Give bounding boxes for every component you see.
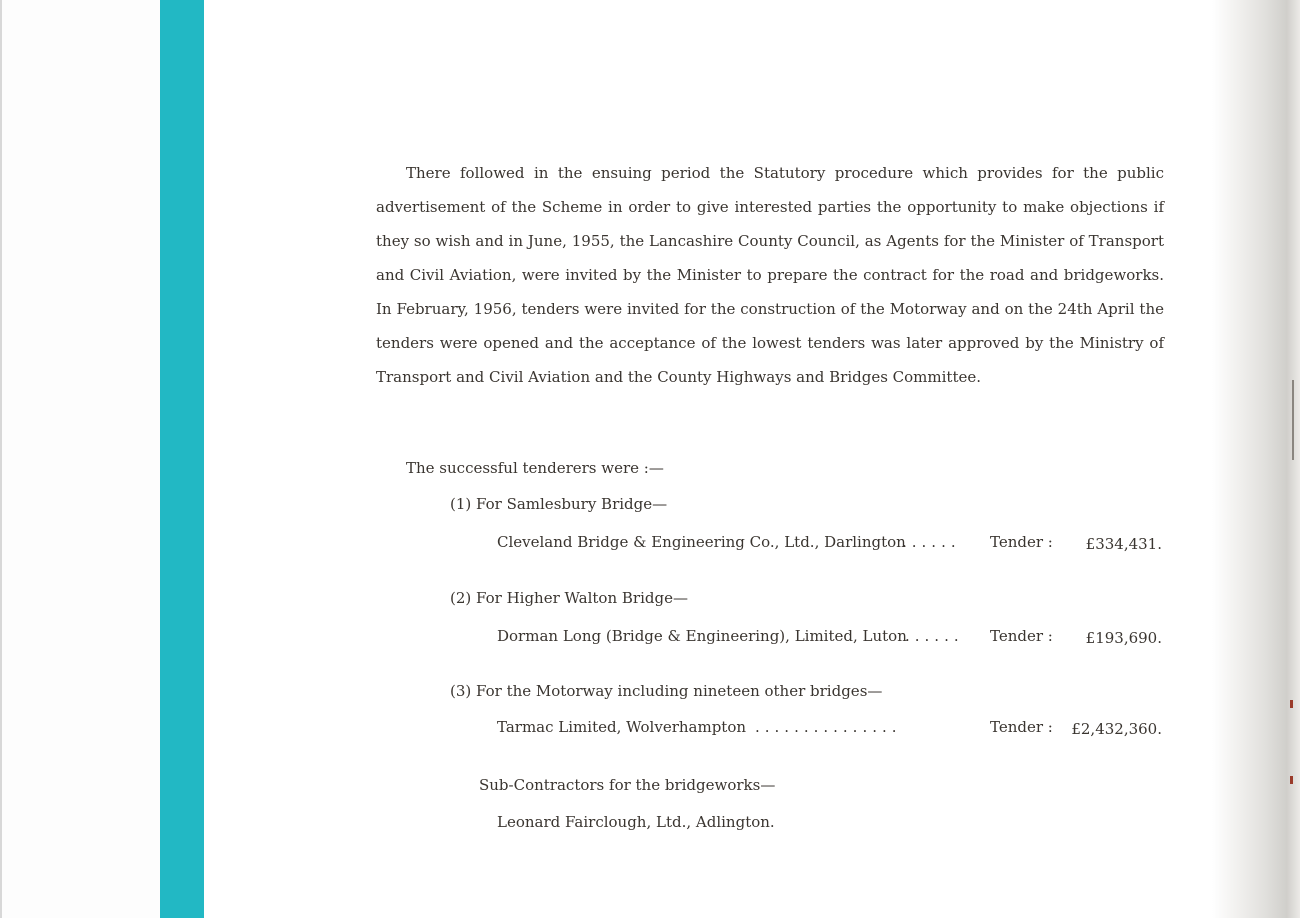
tender-contractor-2: Dorman Long (Bridge & Engineering), Limited, Luton [497,627,907,645]
tender-label-2: Tender : [990,627,1053,645]
tender-heading-3: (3) For the Motorway including nineteen other bridges— [450,682,883,700]
teal-color-band [160,0,204,918]
left-page-edge [0,0,2,918]
dot-leader: ............... [755,718,902,736]
tender-heading-1: (1) For Samlesbury Bridge— [450,495,668,513]
left-page-margin [0,0,160,918]
dot-leader: ...... [902,533,961,551]
gutter-mark [1290,776,1293,784]
tender-amount-1: £334,431. [1085,535,1162,553]
subcontractors-heading: Sub-Contractors for the bridgeworks— [479,776,776,794]
tender-amount-3: £2,432,360. [1071,720,1162,738]
book-gutter-shadow [1212,0,1300,918]
tender-label-3: Tender : [990,718,1053,736]
body-paragraph: There followed in the ensuing period the Statutory procedure which provides for the public advertisement of the Scheme in order to give interested parties the opportunity to make objections if they so wish and in June, 1955, the Lancashire County Council, as Agents for the Minister of Transport and Civil Aviation, were invited by the Minister to prepare the contract for the road and bridgeworks. In February, 1956, tenders were invited for the construction of the Motorway and on the 24th April the tenders were opened and the acceptance of the lowest tenders was later approved by the Ministry of Transport and Civil Aviation and the County Highways and Bridges Committee. [376,164,1164,386]
tender-contractor-3: Tarmac Limited, Wolverhampton [497,718,747,736]
gutter-mark [1290,700,1293,708]
tender-label-1: Tender : [990,533,1053,551]
gutter-line [1292,380,1294,460]
tender-contractor-1: Cleveland Bridge & Engineering Co., Ltd., Darlington [497,533,906,551]
tender-heading-2: (2) For Higher Walton Bridge— [450,589,688,607]
dot-leader: ...... [905,627,964,645]
tenders-intro: The successful tenderers were :— [406,459,664,477]
subcontractor-name: Leonard Fairclough, Ltd., Adlington. [497,813,775,831]
tender-amount-2: £193,690. [1085,629,1162,647]
